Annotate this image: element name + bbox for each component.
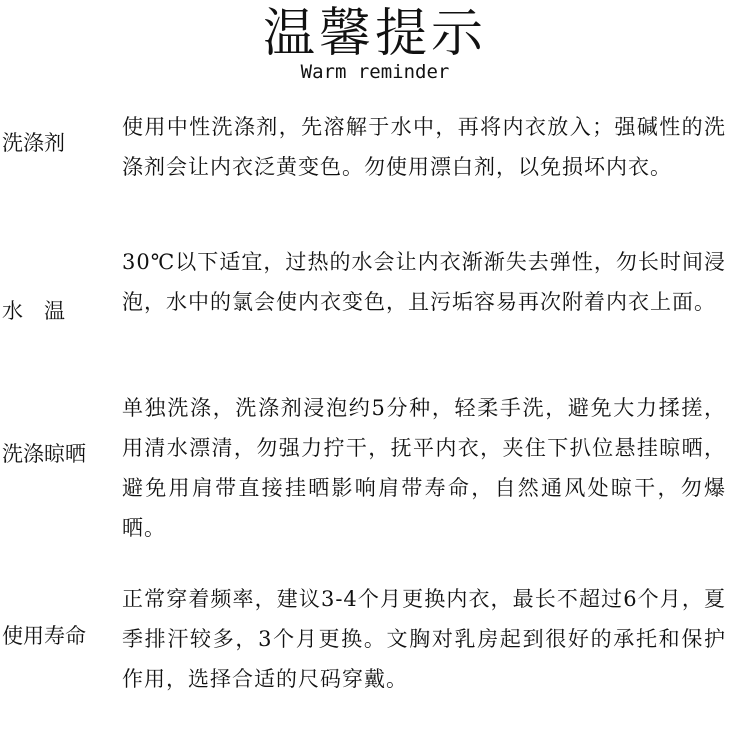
section-text-service-life: 正常穿着频率，建议3-4个月更换内衣，最长不超过6个月，夏季排汗较多，3个月更换。文胸对乳房起到很好的承托和保护作用，选择合适的尺码穿戴。 <box>122 587 726 691</box>
section-label-washing-drying: 洗涤晾晒 <box>2 442 86 466</box>
page-subtitle: Warm reminder <box>300 61 450 83</box>
section-text-water-temperature: 30℃以下适宜，过热的水会让内衣渐渐失去弹性，勿长时间浸泡，水中的氯会使内衣变色，且污垢容易再次附着内衣上面。 <box>122 250 726 314</box>
page-title: 温馨提示 <box>262 4 487 64</box>
section-label-detergent: 洗涤剂 <box>2 131 65 155</box>
section-label-service-life: 使用寿命 <box>2 624 86 648</box>
section-text-detergent: 使用中性洗涤剂，先溶解于水中，再将内衣放入；强碱性的洗涤剂会让内衣泛黄变色。勿使用漂白剂，以免损坏内衣。 <box>122 115 726 179</box>
section-label-water-temperature: 水 温 <box>2 299 65 323</box>
section-text-washing-drying: 单独洗涤，洗涤剂浸泡约5分种，轻柔手洗，避免大力揉搓，用清水漂清，勿强力拧干，抚平内衣，夹住下扒位悬挂晾晒，避免用肩带直接挂晒影响肩带寿命，自然通风处晾干，勿爆晒。 <box>122 396 726 540</box>
